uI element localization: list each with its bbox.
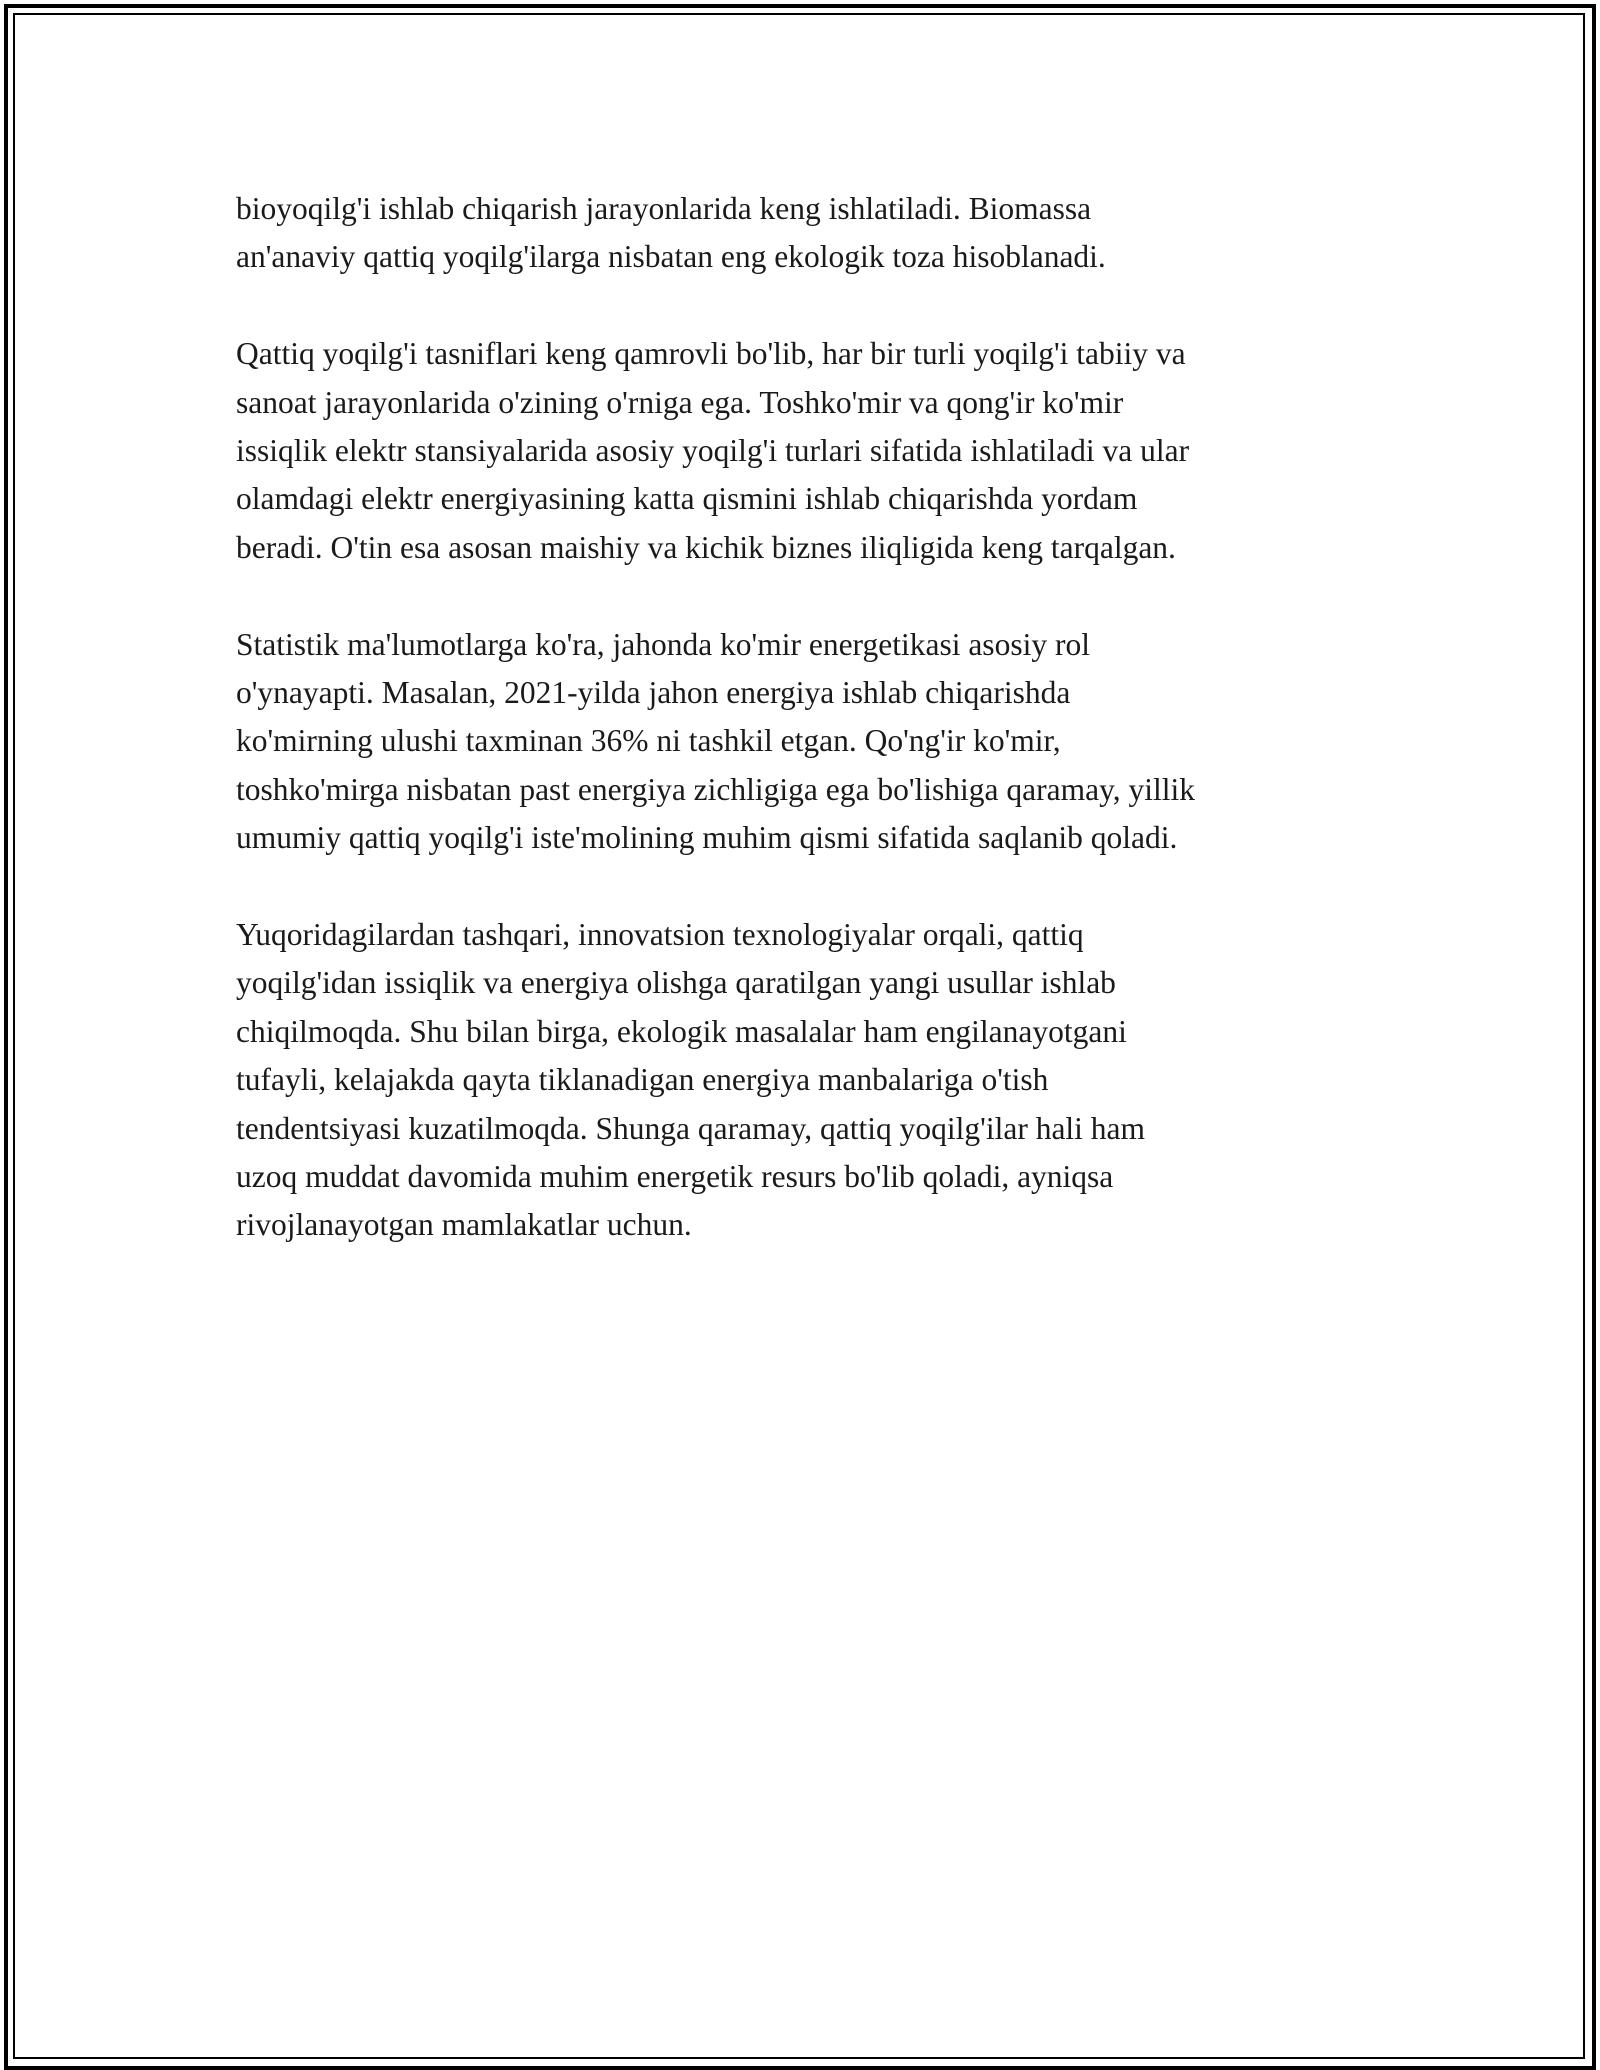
text-line: toshko'mirga nisbatan past energiya zichligiga ega bo'lishiga qaramay, yillik [236,771,1196,807]
document-body [236,185,1386,1298]
text-line: umumiy qattiq yoqilg'i iste'molining muhim qismi sifatida saqlanib qoladi. [236,820,1178,856]
text-line: olamdagi elektr energiyasining katta qismini ishlab chiqarishda yordam [236,481,1138,517]
paragraph-innovation [236,911,1386,1250]
text-line: yoqilg'idan issiqlik va energiya olishga qaratilgan yangi usullar ishlab [236,965,1116,1001]
paragraph-biomass [236,185,1386,282]
text-line: chiqilmoqda. Shu bilan birga, ekologik masalalar ham engilanayotgani [236,1013,1127,1049]
text-line: issiqlik elektr stansiyalarida asosiy yoqilg'i turlari sifatida ishlatiladi va ular [236,433,1190,469]
text-line: tufayli, kelajakda qayta tiklanadigan energiya manbalariga o'tish [236,1062,1049,1098]
text-line: rivojlanayotgan mamlakatlar uchun. [236,1207,692,1243]
text-line: sanoat jarayonlarida o'zining o'rniga ega. Toshko'mir va qong'ir ko'mir [236,384,1124,420]
text-line: Qattiq yoqilg'i tasniflari keng qamrovli bo'lib, har bir turli yoqilg'i tabiiy va [236,336,1186,372]
text-line: o'ynayapti. Masalan, 2021-yilda jahon energiya ishlab chiqarishda [236,675,1071,711]
text-line: tendentsiyasi kuzatilmoqda. Shunga qaramay, qattiq yoqilg'ilar hali ham [236,1110,1146,1146]
paragraph-statistics [236,621,1386,863]
paragraph-solid-fuel-classification [236,330,1386,572]
text-line: Statistik ma'lumotlarga ko'ra, jahonda ko'mir energetikasi asosiy rol [236,626,1090,662]
text-line: beradi. O'tin esa asosan maishiy va kichik biznes iliqligida keng tarqalgan. [236,529,1176,565]
text-line: bioyoqilg'i ishlab chiqarish jarayonlarida keng ishlatiladi. Biomassa [236,191,1092,226]
text-line: ko'mirning ulushi taxminan 36% ni tashkil etgan. Qo'ng'ir ko'mir, [236,723,1061,759]
text-line: uzoq muddat davomida muhim energetik resurs bo'lib qoladi, ayniqsa [236,1159,1114,1195]
text-line: Yuqoridagilardan tashqari, innovatsion texnologiyalar orqali, qattiq [236,917,1084,953]
text-line: an'anaviy qattiq yoqilg'ilarga nisbatan eng ekologik toza hisoblanadi. [236,239,1106,275]
